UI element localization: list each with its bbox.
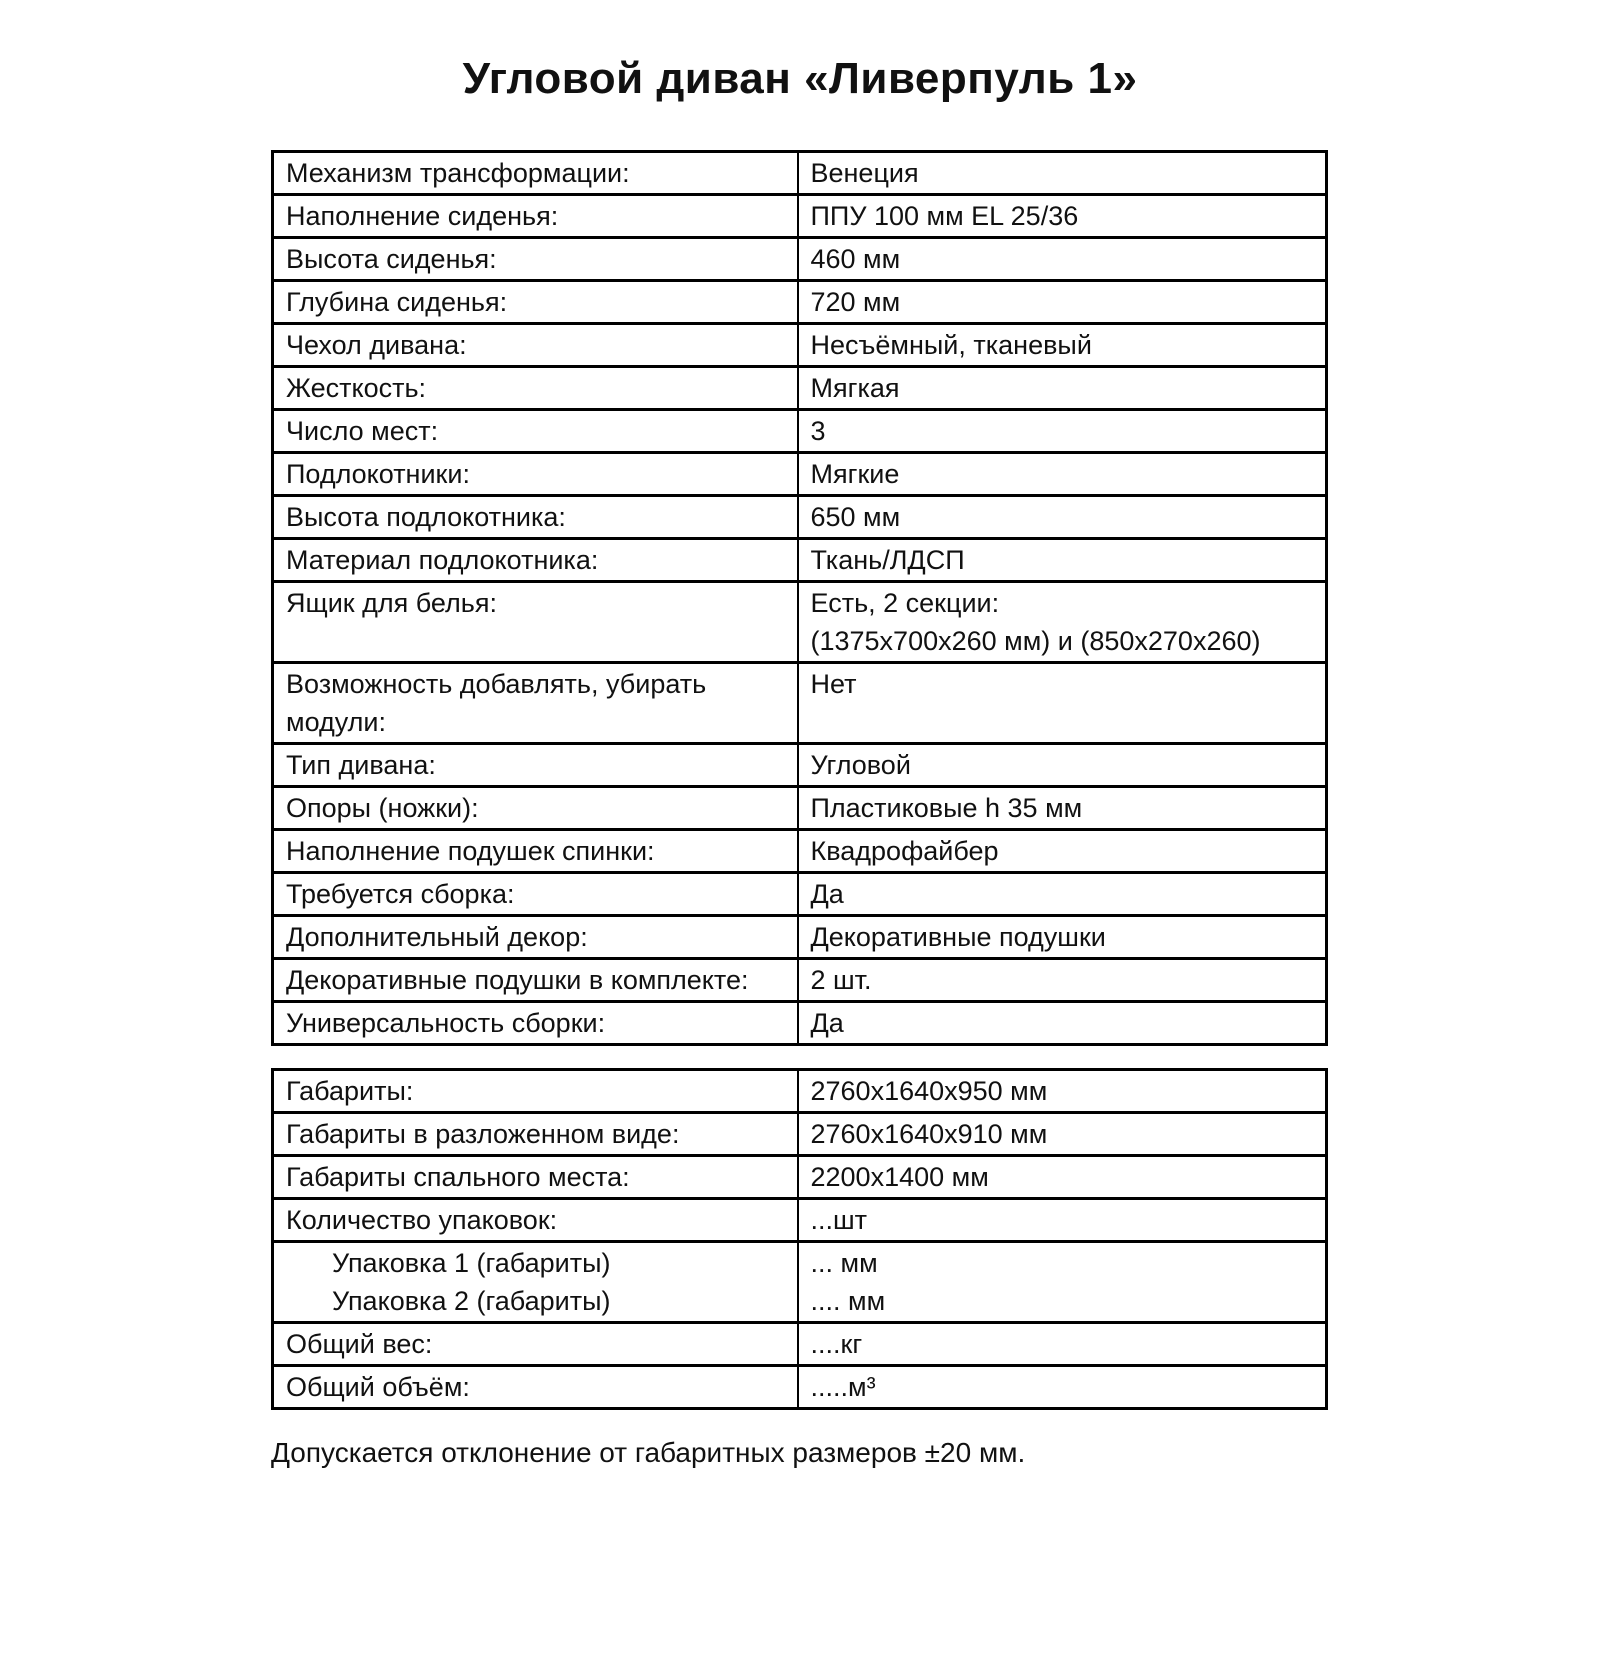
- row-label-cell: [273, 539, 798, 582]
- row-value-cell: [798, 663, 1327, 744]
- cell-line: 2760х1640х910 мм: [810, 1119, 1048, 1149]
- row-value-cell: [798, 1242, 1327, 1323]
- row-label-cell: [273, 152, 798, 195]
- row-value-cell: [798, 238, 1327, 281]
- row-value-cell: [798, 959, 1327, 1002]
- row-label-cell: [273, 1113, 798, 1156]
- row-label-cell: [273, 1199, 798, 1242]
- table-row: [273, 195, 1327, 238]
- table-row: [273, 238, 1327, 281]
- cell-line: Глубина сиденья:: [286, 287, 508, 317]
- row-value-cell: [798, 1366, 1327, 1409]
- cell-line: Высота подлокотника:: [286, 502, 566, 532]
- cell-line: Универсальность сборки:: [286, 1008, 606, 1038]
- cell-line: Подлокотники:: [286, 459, 470, 489]
- row-value-cell: [798, 195, 1327, 238]
- cell-line: 720 мм: [810, 287, 901, 317]
- cell-line: ....кг: [810, 1329, 863, 1359]
- row-label-cell: [273, 582, 798, 663]
- cell-line: Упаковка 1 (габариты): [332, 1248, 611, 1278]
- row-value-cell: [798, 582, 1327, 663]
- cell-line: 2200х1400 мм: [810, 1162, 989, 1192]
- table-row: [273, 367, 1327, 410]
- cell-line: Возможность добавлять, убирать: [286, 669, 707, 699]
- row-value-cell: [798, 152, 1327, 195]
- row-value-cell: [798, 1156, 1327, 1199]
- cell-line: 650 мм: [810, 502, 901, 532]
- cell-line: (1375х700х260 мм) и (850х270х260): [810, 626, 1261, 656]
- cell-line: Упаковка 2 (габариты): [332, 1286, 611, 1316]
- cell-line: Дополнительный декор:: [286, 922, 588, 952]
- row-value-cell: [798, 410, 1327, 453]
- cell-line: Количество упаковок:: [286, 1205, 558, 1235]
- cell-line: Декоративные подушки в комплекте:: [286, 965, 749, 995]
- table-row: [273, 453, 1327, 496]
- table-row: [273, 663, 1327, 744]
- row-value-cell: [798, 916, 1327, 959]
- row-label-cell: [273, 916, 798, 959]
- table-row: [273, 281, 1327, 324]
- cell-line: .... мм: [810, 1286, 886, 1316]
- cell-line: Чехол дивана:: [286, 330, 467, 360]
- table-row: [273, 539, 1327, 582]
- row-value-cell: [798, 1002, 1327, 1045]
- cell-line: Квадрофайбер: [810, 836, 999, 866]
- row-label-cell: [273, 453, 798, 496]
- row-value-cell: [798, 496, 1327, 539]
- table-row: [273, 152, 1327, 195]
- row-value-cell: [798, 324, 1327, 367]
- dimensions-table: [271, 1068, 1328, 1410]
- row-value-cell: [798, 453, 1327, 496]
- cell-line: Венеция: [810, 158, 919, 188]
- row-value-cell: [798, 744, 1327, 787]
- row-value-cell: [798, 1323, 1327, 1366]
- cell-line: Механизм трансформации:: [286, 158, 630, 188]
- table-row: [273, 1156, 1327, 1199]
- table-row: [273, 873, 1327, 916]
- table-row: [273, 744, 1327, 787]
- spec-table: [271, 150, 1328, 1046]
- cell-line: Габариты:: [286, 1076, 414, 1106]
- row-label-cell: [273, 959, 798, 1002]
- row-value-cell: [798, 367, 1327, 410]
- table-row: [273, 830, 1327, 873]
- cell-line: Общий вес:: [286, 1329, 433, 1359]
- row-label-cell: [273, 410, 798, 453]
- table-row: [273, 1366, 1327, 1409]
- row-label-cell: [273, 195, 798, 238]
- cell-line: Материал подлокотника:: [286, 545, 599, 575]
- table-row: [273, 1002, 1327, 1045]
- cell-line: модули:: [286, 707, 386, 737]
- page-title: Угловой диван «Ливерпуль 1»: [462, 54, 1138, 103]
- row-label-cell: [273, 324, 798, 367]
- cell-line: Ткань/ЛДСП: [810, 545, 965, 575]
- row-label-cell: [273, 496, 798, 539]
- row-value-cell: [798, 830, 1327, 873]
- table-row: [273, 916, 1327, 959]
- row-label-cell: [273, 830, 798, 873]
- table-row: [273, 1113, 1327, 1156]
- table-row: [273, 324, 1327, 367]
- cell-line: Ящик для белья:: [286, 588, 497, 618]
- dimensions-table-body: [273, 1070, 1327, 1409]
- cell-line: Наполнение подушек спинки:: [286, 836, 655, 866]
- cell-line: .....м³: [810, 1372, 876, 1402]
- table-row: [273, 1323, 1327, 1366]
- cell-line: Жесткость:: [286, 373, 427, 403]
- cell-line: Наполнение сиденья:: [286, 201, 559, 231]
- cell-line: Габариты в разложенном виде:: [286, 1119, 680, 1149]
- row-value-cell: [798, 281, 1327, 324]
- row-value-cell: [798, 873, 1327, 916]
- cell-line: Мягкие: [810, 459, 900, 489]
- row-value-cell: [798, 539, 1327, 582]
- cell-line: 2760х1640х950 мм: [810, 1076, 1048, 1106]
- cell-line: Есть, 2 секции:: [810, 588, 1000, 618]
- row-label-cell: [273, 1323, 798, 1366]
- cell-line: Да: [810, 879, 844, 909]
- row-label-cell: [273, 1366, 798, 1409]
- table-row: [273, 582, 1327, 663]
- table-row: [273, 787, 1327, 830]
- table-row: [273, 1070, 1327, 1113]
- row-value-cell: [798, 1070, 1327, 1113]
- row-label-cell: [273, 1002, 798, 1045]
- row-label-cell: [273, 1070, 798, 1113]
- row-label-cell: [273, 1242, 798, 1323]
- tolerance-footnote: Допускается отклонение от габаритных размеров ±20 мм.: [271, 1437, 1026, 1468]
- cell-line: Да: [810, 1008, 844, 1038]
- row-label-cell: [273, 367, 798, 410]
- table-row: [273, 410, 1327, 453]
- table-row: [273, 496, 1327, 539]
- cell-line: ППУ 100 мм EL 25/36: [810, 201, 1079, 231]
- row-label-cell: [273, 1156, 798, 1199]
- cell-line: Габариты спального места:: [286, 1162, 630, 1192]
- cell-line: Высота сиденья:: [286, 244, 497, 274]
- row-value-cell: [798, 1199, 1327, 1242]
- tables-container: [271, 150, 1328, 1410]
- table-row: [273, 1242, 1327, 1323]
- cell-line: Мягкая: [810, 373, 900, 403]
- cell-line: ... мм: [810, 1248, 878, 1278]
- row-value-cell: [798, 1113, 1327, 1156]
- cell-line: Общий объём:: [286, 1372, 470, 1402]
- cell-line: Тип дивана:: [286, 750, 436, 780]
- spec-table-body: [273, 152, 1327, 1045]
- row-label-cell: [273, 787, 798, 830]
- cell-line: ...шт: [810, 1205, 868, 1235]
- cell-line: Требуется сборка:: [286, 879, 515, 909]
- row-label-cell: [273, 281, 798, 324]
- row-label-cell: [273, 873, 798, 916]
- row-label-cell: [273, 238, 798, 281]
- cell-line: 3: [810, 416, 826, 446]
- table-row: [273, 959, 1327, 1002]
- cell-line: Угловой: [810, 750, 911, 780]
- row-label-cell: [273, 744, 798, 787]
- cell-line: Пластиковые h 35 мм: [810, 793, 1083, 823]
- cell-line: Несъёмный, тканевый: [810, 330, 1092, 360]
- row-value-cell: [798, 787, 1327, 830]
- cell-line: Опоры (ножки):: [286, 793, 479, 823]
- cell-line: Декоративные подушки: [810, 922, 1106, 952]
- cell-line: Нет: [810, 669, 857, 699]
- table-row: [273, 1199, 1327, 1242]
- cell-line: Число мест:: [286, 416, 439, 446]
- row-label-cell: [273, 663, 798, 744]
- cell-line: 460 мм: [810, 244, 901, 274]
- cell-line: 2 шт.: [810, 965, 872, 995]
